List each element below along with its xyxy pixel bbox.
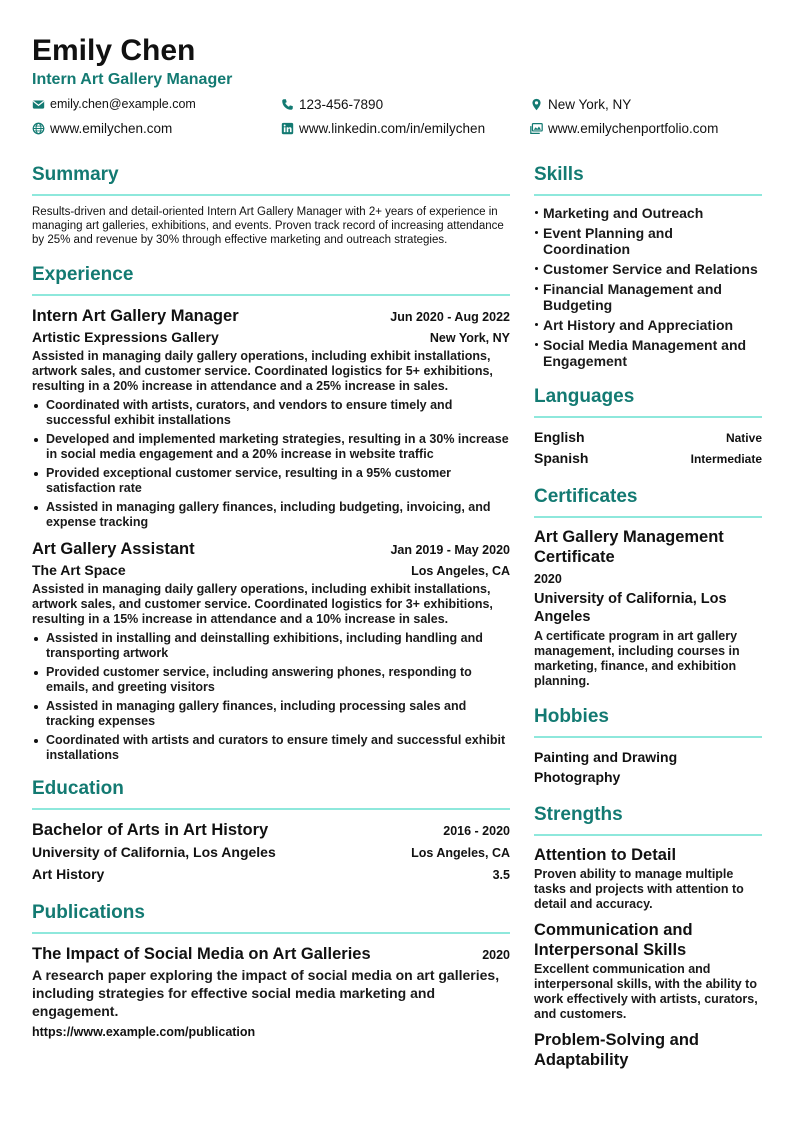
candidate-name: Emily Chen — [32, 34, 196, 67]
strength-title: Attention to Detail — [534, 846, 677, 864]
language-level: Native — [725, 431, 762, 445]
phone-icon — [281, 98, 294, 111]
job-bullet: Assisted in managing gallery finances, including processing sales and tracking expenses — [32, 699, 510, 729]
education-dates: 2016 - 2020 — [443, 824, 510, 838]
contact-phone[interactable] — [281, 97, 383, 112]
hobbies-heading: Hobbies — [534, 705, 762, 738]
skills-list — [534, 205, 762, 369]
resume-header — [32, 33, 762, 91]
certificate-year: 2020 — [534, 572, 562, 586]
strength-description: Proven ability to manage multiple tasks and projects with attention to detail and accuracy. — [534, 867, 744, 911]
skill-item: Customer Service and Relations — [534, 261, 762, 277]
skills-heading: Skills — [534, 163, 762, 196]
contact-phone-text: 123-456-7890 — [299, 97, 384, 112]
skills-section — [534, 163, 762, 369]
job-bullet: Provided customer service, including answering phones, responding to emails, and greeting visitors — [32, 665, 510, 695]
contact-linkedin-text: www.linkedin.com/in/emilychen — [299, 121, 486, 136]
experience-heading: Experience — [32, 263, 510, 296]
publications-section — [32, 901, 510, 1040]
experience-item — [32, 538, 510, 763]
candidate-role: Intern Art Gallery Manager — [32, 71, 233, 88]
right-column — [534, 163, 762, 1086]
education-degree: Bachelor of Arts in Art History — [32, 821, 269, 839]
job-title: Intern Art Gallery Manager — [32, 307, 239, 325]
skill-item: Art History and Appreciation — [534, 317, 762, 333]
job-dates: Jan 2019 - May 2020 — [390, 543, 510, 557]
contact-portfolio-text: www.emilychenportfolio.com — [548, 121, 719, 136]
left-column — [32, 163, 510, 1056]
job-bullet: Assisted in managing gallery finances, including budgeting, invoicing, and expense tracking — [32, 500, 510, 530]
contact-portfolio[interactable] — [530, 121, 718, 136]
contact-website[interactable] — [32, 121, 172, 136]
publication-year: 2020 — [482, 948, 510, 962]
experience-section — [32, 263, 510, 763]
contact-email[interactable] — [32, 97, 196, 111]
languages-heading: Languages — [534, 385, 762, 418]
language-name: English — [534, 429, 585, 445]
skill-item: Marketing and Outreach — [534, 205, 762, 221]
skill-item: Event Planning and Coordination — [534, 225, 762, 257]
map-pin-icon — [530, 98, 543, 111]
education-gpa: 3.5 — [492, 868, 510, 882]
contact-email-text: emily.chen@example.com — [50, 97, 196, 111]
language-item — [534, 427, 762, 448]
job-bullets — [32, 631, 510, 763]
job-bullet: Provided exceptional customer service, resulting in a 95% customer satisfaction rate — [32, 466, 510, 496]
publication-link[interactable]: https://www.example.com/publication — [32, 1025, 256, 1039]
contact-website-text: www.emilychen.com — [50, 121, 173, 136]
hobby-item: Photography — [534, 769, 621, 785]
strength-description: Excellent communication and interpersonal skills, with the ability to work effectively with artists, curators, and customers. — [534, 962, 758, 1021]
languages-section — [534, 385, 762, 469]
hobbies-section — [534, 705, 762, 787]
education-school: University of California, Los Angeles — [32, 844, 276, 860]
publication-description: A research paper exploring the impact of social media on art galleries, including strategies for effective social media marketing and engagement. — [32, 967, 500, 1019]
certificates-section — [534, 485, 762, 689]
strength-title: Problem-Solving and Adaptability — [534, 1031, 700, 1069]
education-field: Art History — [32, 866, 105, 882]
contact-linkedin[interactable] — [281, 121, 485, 136]
job-bullet: Developed and implemented marketing strategies, resulting in a 30% increase in social media engagement and a 20% increase in website traffic — [32, 432, 510, 462]
education-location: Los Angeles, CA — [411, 846, 510, 860]
education-heading: Education — [32, 777, 510, 810]
job-title: Art Gallery Assistant — [32, 540, 195, 558]
skill-item: Social Media Management and Engagement — [534, 337, 762, 369]
job-bullet: Coordinated with artists, curators, and vendors to ensure timely and successful exhibit installations — [32, 398, 510, 428]
linkedin-icon — [281, 122, 294, 135]
globe-icon — [32, 122, 45, 135]
summary-heading: Summary — [32, 163, 510, 196]
contact-location — [530, 97, 631, 112]
contact-location-text: New York, NY — [548, 97, 632, 112]
job-company: Artistic Expressions Gallery — [32, 329, 219, 345]
strengths-section — [534, 803, 762, 1070]
skill-item: Financial Management and Budgeting — [534, 281, 762, 313]
job-company: The Art Space — [32, 562, 126, 578]
language-item — [534, 448, 762, 469]
strength-title: Communication and Interpersonal Skills — [534, 921, 693, 959]
job-location: New York, NY — [429, 331, 510, 345]
publications-heading: Publications — [32, 901, 510, 934]
job-description: Assisted in managing daily gallery operations, including exhibit installations, artwork sales, and customer service. Coordinated logistics for 5+ exhibitions, resulting in a 20% increase in attendance and a 25% increase in sales. — [32, 349, 493, 393]
publication-title: The Impact of Social Media on Art Galleries — [32, 945, 371, 963]
summary-section — [32, 163, 510, 247]
job-location: Los Angeles, CA — [411, 564, 510, 578]
hobby-item: Painting and Drawing — [534, 749, 678, 765]
certificates-heading: Certificates — [534, 485, 762, 518]
language-level: Intermediate — [690, 452, 762, 466]
portfolio-icon — [530, 122, 543, 135]
job-bullet: Coordinated with artists and curators to ensure timely and successful exhibit installations — [32, 733, 510, 763]
education-section — [32, 777, 510, 885]
certificate-name: Art Gallery Management Certificate — [534, 528, 724, 566]
language-name: Spanish — [534, 450, 589, 466]
job-description: Assisted in managing daily gallery operations, including exhibit installations, artwork sales, and customer service. Coordinated logistics for 3+ exhibitions, resulting in a 15% increase in attendance and a 10% increase in sales. — [32, 582, 493, 626]
certificate-description: A certificate program in art gallery management, including courses in marketing, finance, and exhibition planning. — [534, 629, 740, 688]
job-bullet: Assisted in installing and deinstalling exhibitions, including handling and transporting artwork — [32, 631, 510, 661]
summary-text: Results-driven and detail-oriented Intern Art Gallery Manager with 2+ years of experience in managing art galleries, exhibitions, and events. Proven track record of increasing attendance by 25% and revenue by 30% through effective marketing and outreach strategies. — [32, 206, 504, 246]
job-bullets — [32, 398, 510, 530]
strengths-heading: Strengths — [534, 803, 762, 836]
certificate-issuer: University of California, Los Angeles — [534, 591, 727, 625]
envelope-icon — [32, 98, 45, 111]
experience-item — [32, 305, 510, 530]
job-dates: Jun 2020 - Aug 2022 — [390, 310, 510, 324]
